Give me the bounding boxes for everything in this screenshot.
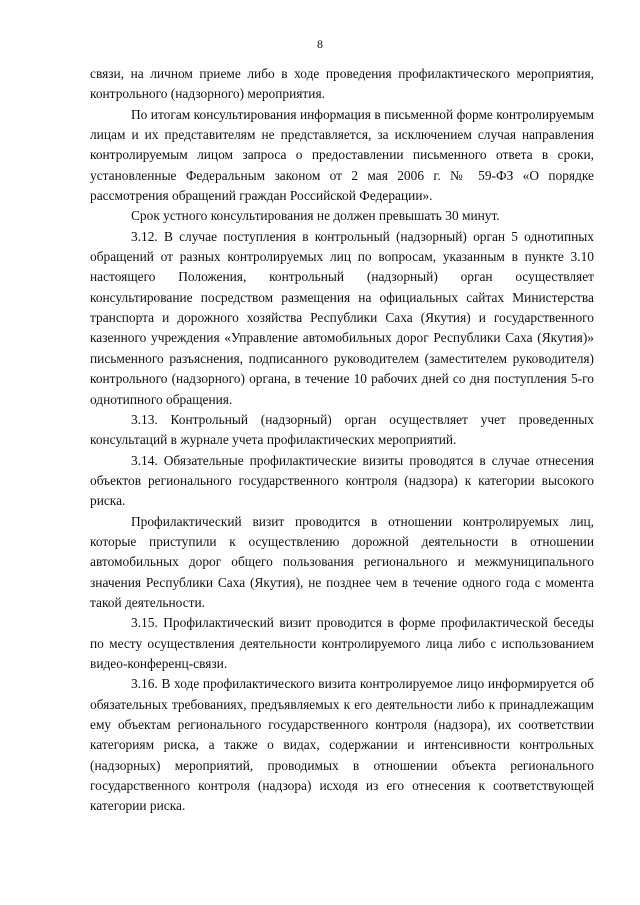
paragraph-3-13: 3.13. Контрольный (надзорный) орган осуществляет учет проведенных консультаций в журнале учета профилактических мероприятий. <box>90 411 594 448</box>
paragraph-3-14: 3.14. Обязательные профилактические визиты проводятся в случае отнесения объектов регионального государственного контроля (надзора) к категории высокого риска. <box>90 452 594 509</box>
paragraph-consultation-duration: Срок устного консультирования не должен превышать 30 минут. <box>131 208 500 224</box>
page-number: 8 <box>317 37 323 51</box>
paragraph-3-15: 3.15. Профилактический визит проводится в форме профилактической беседы по месту осуществления деятельности контролируемого лица либо с использованием видео-конференц-связи. <box>90 615 594 671</box>
paragraph-continuation: связи, на личном приеме либо в ходе проведения профилактического мероприятия, контрольного (надзорного) мероприятия. <box>90 66 594 102</box>
paragraph-consultation-answer: По итогам консультирования информация в письменной форме контролируемым лицам и их представителям не представляется, за исключением случая направления контролируемым лицом запроса о предоставлении письменного ответа в сроки, установленные Федеральным законом от 2 мая 2006 г. № 59-ФЗ «О порядке рассмотрения обращений граждан Российской Федерации». <box>90 106 594 204</box>
paragraph-visit-deadline: Профилактический визит проводится в отношении контролируемых лиц, которые приступили к осуществлению дорожной деятельности в отношении автомобильных дорог общего пользования регионального и межмуниципального значения Республики Саха (Якутия), не позднее чем в течение одного года с момента такой деятельности. <box>90 513 594 610</box>
paragraph-3-12: 3.12. В случае поступления в контрольный (надзорный) орган 5 однотипных обращений от разных контролируемых лиц по вопросам, указанным в пункте 3.10 настоящего Положения, контрольный (надзорный) орган осуществляет консультирование посредством размещения на официальных сайтах Министерства транспорта и дорожного хозяйства Республики Саха (Якутия) и государственного казенного учреждения «Управление автомобильных дорог Республики Саха (Якутия)» письменного разъяснения, подписанного руководителем (заместителем руководителя) контрольного (надзорного) органа, в течение 10 рабочих дней со дня поступления 5-го однотипного обращения. <box>90 228 594 407</box>
document-body <box>90 64 594 817</box>
paragraph-3-16: 3.16. В ходе профилактического визита контролируемое лицо информируется об обязательных требованиях, предъявляемых к его деятельности либо к принадлежащим ему объектам регионального государственного контроля (надзора), их соответствии категориям риска, а также о видах, содержании и интенсивности контрольных (надзорных) мероприятий, проводимых в отношении объекта регионального государственного контроля (надзора) исходя из его отнесения к соответствующей категории риска. <box>90 676 594 814</box>
